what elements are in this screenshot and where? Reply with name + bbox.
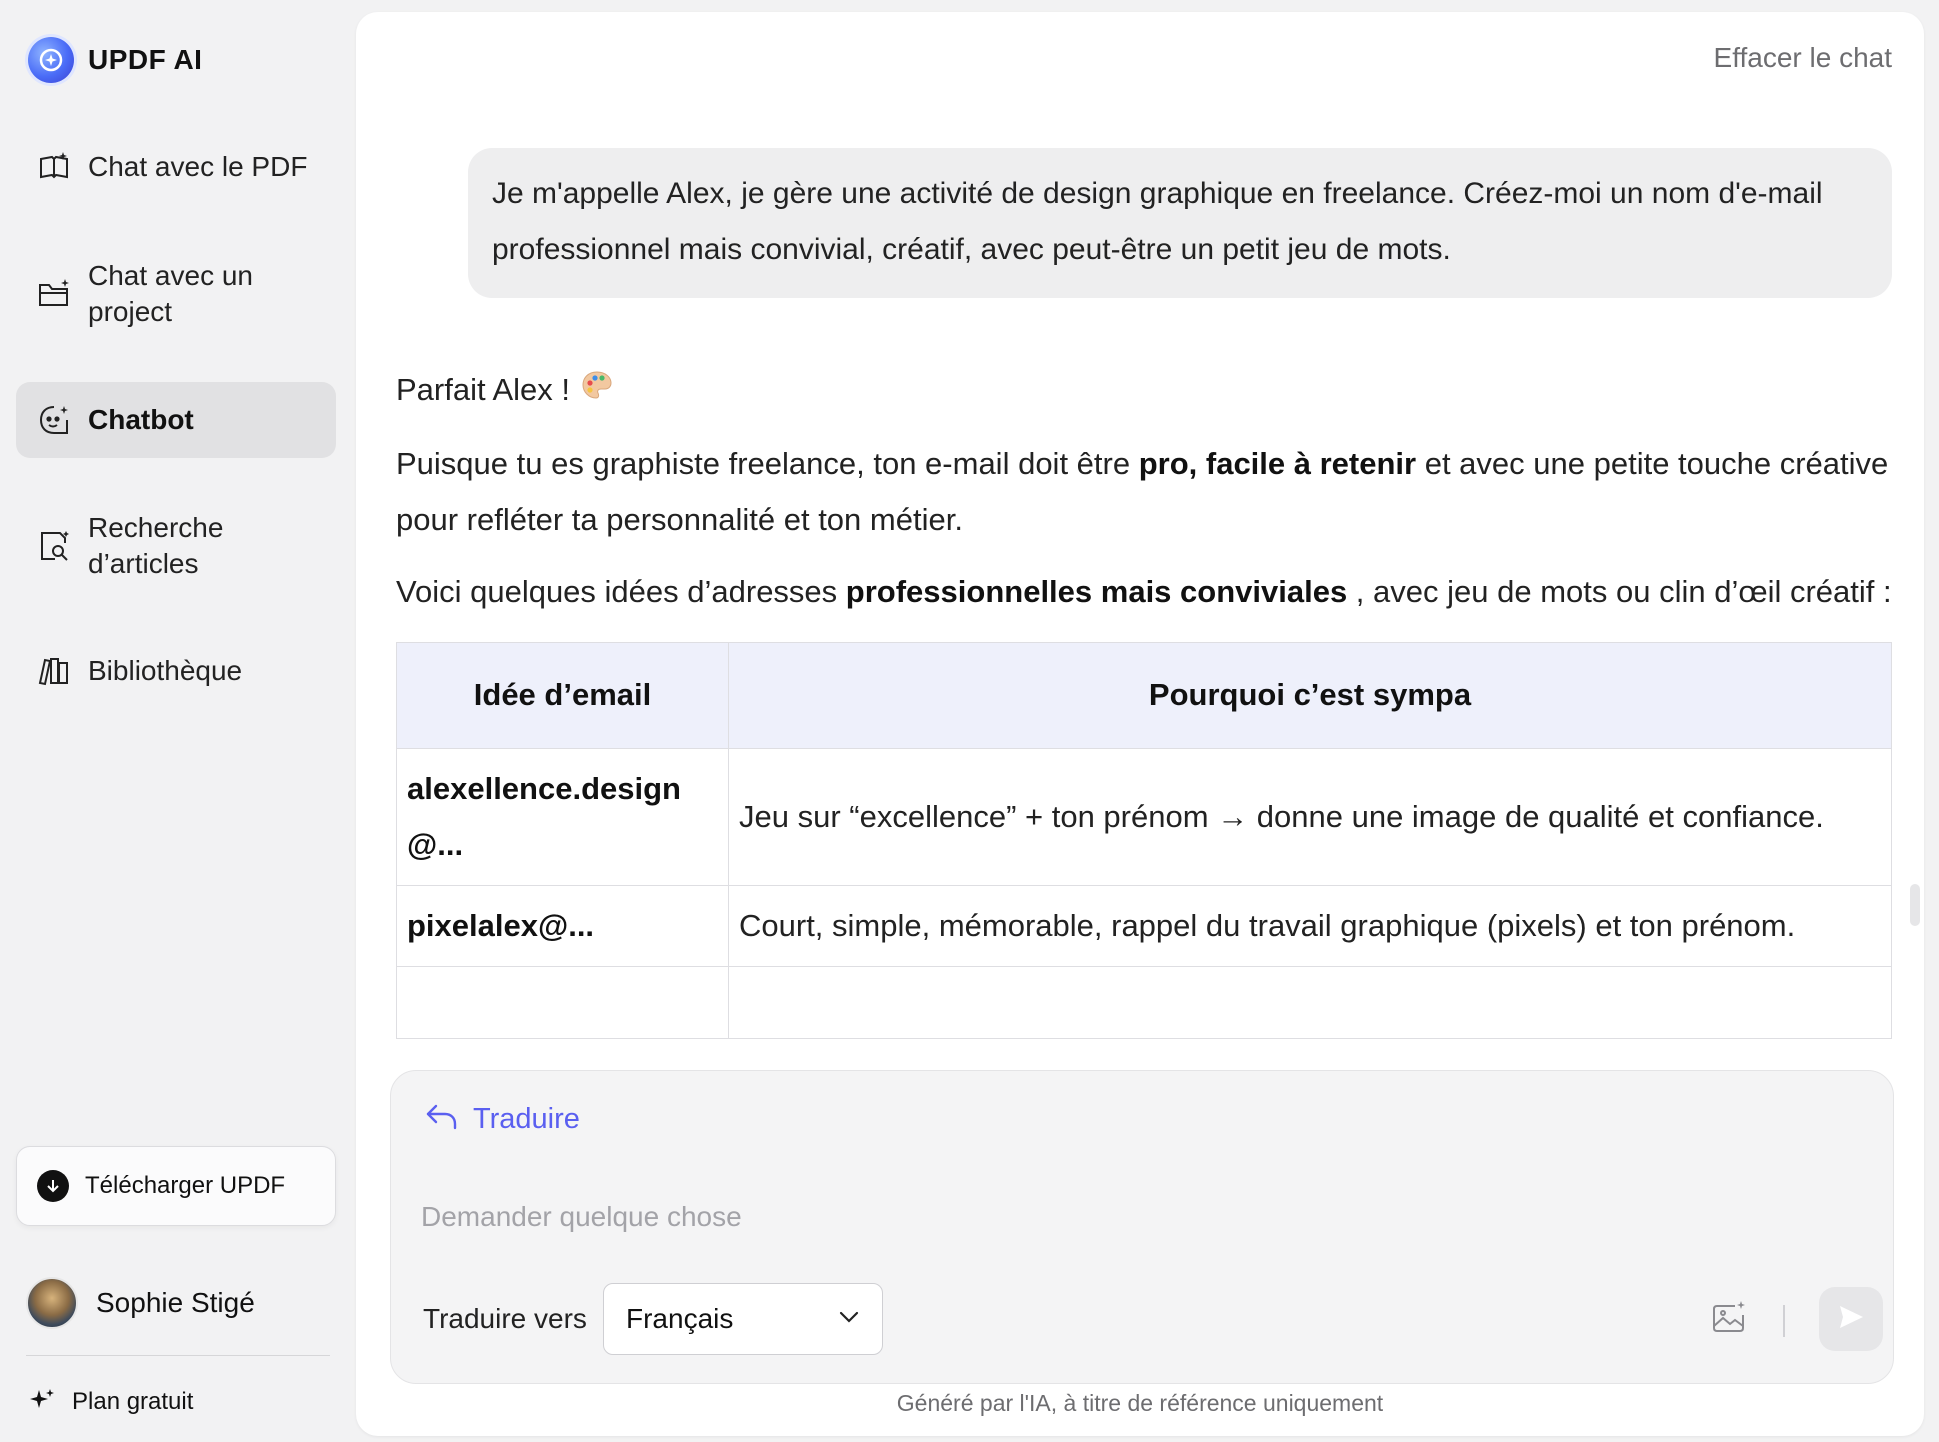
- language-value: Français: [626, 1303, 734, 1334]
- updf-logo-icon: [28, 37, 74, 83]
- sidebar-item-label: Chat avec le PDF: [88, 151, 308, 182]
- table-cell-reason: Court, simple, mémorable, rappel du travail graphique (pixels) et ton prénom.: [729, 885, 1892, 966]
- sidebar-item-chat-project[interactable]: [16, 254, 336, 334]
- clear-chat-button[interactable]: Effacer le chat: [1713, 42, 1892, 73]
- plan-label: Plan gratuit: [72, 1388, 194, 1415]
- email-ideas-table: [396, 642, 1892, 1039]
- sparkle-icon: [28, 1386, 56, 1419]
- table-cell-email: pixelalex@...: [397, 885, 729, 966]
- table-cell-email: alexellence.design@...: [397, 748, 729, 885]
- library-icon: [36, 653, 72, 689]
- send-button[interactable]: [1819, 1287, 1883, 1351]
- assistant-paragraph-1: [396, 436, 1892, 548]
- download-label: Télécharger UPDF: [85, 1172, 286, 1199]
- ai-disclaimer: Généré par l'IA, à titre de référence uniquement: [896, 1390, 1384, 1416]
- sidebar-item-label: Recherche d’articles: [88, 512, 224, 579]
- plan-link[interactable]: [28, 1386, 193, 1418]
- translate-to-label: Traduire vers: [423, 1303, 587, 1334]
- table-row: [397, 885, 1892, 966]
- table-row: [397, 966, 1892, 1038]
- table-cell-reason: [729, 966, 1892, 1038]
- message-input[interactable]: [421, 1189, 1621, 1245]
- table-cell-reason: Jeu sur “excellence” + ton prénom → donne une image de qualité et confiance.: [729, 748, 1892, 885]
- chatbot-icon: [36, 402, 72, 438]
- table-header-cell: Pourquoi c’est sympa: [729, 642, 1892, 748]
- app-name: UPDF AI: [88, 44, 203, 75]
- language-select[interactable]: [603, 1283, 883, 1355]
- assistant-paragraph-2: [396, 564, 1892, 620]
- reply-arrow-icon: [425, 1102, 459, 1137]
- text-segment: , avec jeu de mots ou clin d’œil créatif :: [1347, 573, 1892, 609]
- assistant-greeting: [396, 362, 1892, 420]
- sidebar-item-article-search[interactable]: [16, 506, 336, 586]
- image-upload-button[interactable]: [1709, 1299, 1749, 1339]
- download-updf-button[interactable]: [16, 1146, 336, 1226]
- chevron-down-icon: [838, 1310, 860, 1329]
- brand[interactable]: [28, 36, 202, 84]
- composer-divider: [1783, 1305, 1785, 1337]
- folder-sparkle-icon: [36, 276, 72, 312]
- table-row: [397, 748, 1892, 885]
- table-header-cell: Idée d’email: [397, 642, 729, 748]
- bold-segment: facile à retenir: [1205, 445, 1417, 481]
- text-segment: Puisque tu es graphiste freelance, ton e-mail doit être: [396, 445, 1139, 481]
- palette-emoji-icon: [580, 364, 614, 420]
- translate-tag-label: Traduire: [473, 1102, 580, 1135]
- chat-panel: [356, 12, 1924, 1436]
- sidebar-item-label: Chatbot: [88, 404, 194, 435]
- article-search-icon: [36, 528, 72, 564]
- sidebar-item-chatbot[interactable]: [16, 382, 336, 458]
- table-cell-email: [397, 966, 729, 1038]
- assistant-message: [396, 362, 1892, 1039]
- bold-segment: pro: [1138, 445, 1189, 481]
- scrollbar-thumb[interactable]: [1910, 884, 1920, 926]
- bold-segment: professionnelles mais conviviales: [845, 573, 1348, 609]
- image-sparkle-icon: [1711, 1299, 1747, 1340]
- bold-separator: ,: [1188, 445, 1206, 481]
- send-icon: [1836, 1302, 1866, 1337]
- user-message: Je m'appelle Alex, je gère une activité de design graphique en freelance. Créez-moi un nom d'e-mail professionnel mais convivial, créatif, avec peut-être un petit jeu de mots.: [468, 148, 1892, 298]
- message-composer: [390, 1070, 1894, 1384]
- sidebar-item-label: Bibliothèque: [88, 655, 243, 686]
- chat-messages[interactable]: [396, 148, 1892, 1048]
- greeting-text: Parfait Alex !: [396, 372, 571, 407]
- user-profile[interactable]: [26, 1276, 255, 1330]
- text-segment: et avec une petite touche créative pour refléter ta personnalité et ton métier.: [396, 445, 1889, 537]
- sidebar-item-label: Chat avec un project: [88, 260, 253, 327]
- text-segment: Voici quelques idées d’adresses: [396, 573, 846, 609]
- translate-mode-tag[interactable]: [425, 1099, 580, 1139]
- sidebar-item-chat-pdf[interactable]: [16, 136, 336, 198]
- user-name: Sophie Stigé: [96, 1287, 255, 1318]
- download-icon: [37, 1170, 69, 1202]
- sidebar: [0, 0, 356, 1442]
- book-sparkle-icon: [36, 149, 72, 185]
- avatar: [26, 1277, 78, 1329]
- sidebar-item-library[interactable]: [16, 640, 336, 702]
- table-header-row: [397, 642, 1892, 748]
- sidebar-divider: [26, 1355, 330, 1356]
